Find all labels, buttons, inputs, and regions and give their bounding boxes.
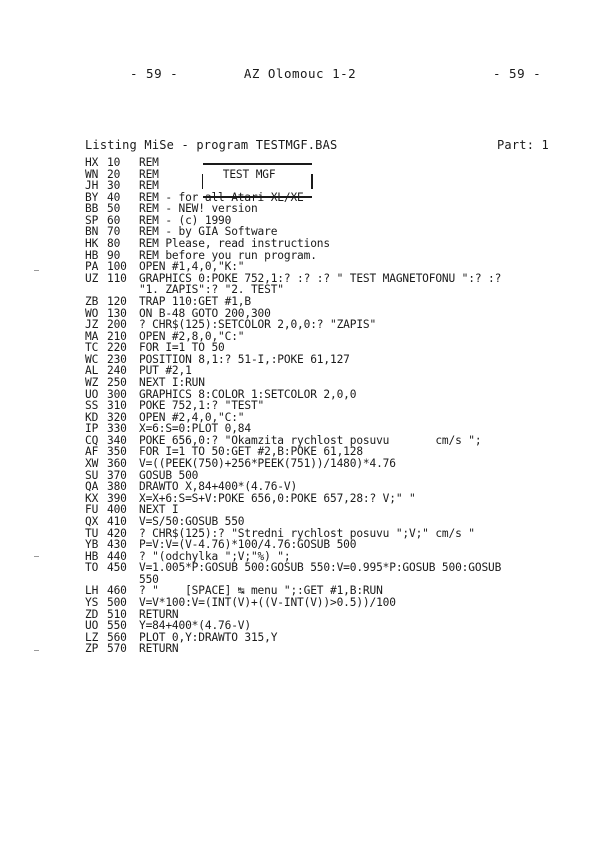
line-number: 430 <box>107 538 127 552</box>
checksum: KD <box>85 410 99 424</box>
box-title: TEST MGF <box>222 167 276 181</box>
code-text: ? CHR$(125):? "Stredni rychlost posuvu ";V;" cm/s " <box>139 526 475 540</box>
code-line <box>85 458 565 470</box>
checksum: XW <box>85 457 99 471</box>
checksum: JZ <box>85 318 99 332</box>
checksum: LZ <box>85 630 99 644</box>
code-line <box>85 516 565 528</box>
checksum: PA <box>85 260 99 274</box>
code-text: ? "(odchylka ";V;"%) "; <box>139 549 291 563</box>
code-text: GRAPHICS 0:POKE 752,1:? :? :? " TEST MAGNETOFONU ":? :? <box>139 271 502 285</box>
checksum: ZP <box>85 642 99 656</box>
code-text: OPEN #2,8,0,"C:" <box>139 329 245 343</box>
code-text: NEXT I:RUN <box>139 375 205 389</box>
line-number: 460 <box>107 584 127 598</box>
line-number: 560 <box>107 630 127 644</box>
code-text: REM - NEW! version <box>139 202 258 216</box>
line-number: 130 <box>107 306 127 320</box>
checksum: TU <box>85 526 99 540</box>
code-text: POSITION 8,1:? 51-I,:POKE 61,127 <box>139 352 350 366</box>
checksum: HB <box>85 549 99 563</box>
line-number: 100 <box>107 260 127 274</box>
line-number: 300 <box>107 387 127 401</box>
line-number: 60 <box>107 213 121 227</box>
checksum: WO <box>85 306 99 320</box>
code-text: OPEN #1,4,0,"K:" <box>139 260 245 274</box>
checksum: TC <box>85 341 99 355</box>
line-number: 360 <box>107 457 127 471</box>
checksum: UO <box>85 387 99 401</box>
line-number: 80 <box>107 237 121 251</box>
checksum: YB <box>85 538 99 552</box>
code-line <box>85 643 565 655</box>
checksum: SS <box>85 399 99 413</box>
line-number: 400 <box>107 503 127 517</box>
code-text: NEXT I <box>139 503 179 517</box>
code-text: ? " [SPACE] ↹ menu ";:GET #1,B:RUN <box>139 584 383 598</box>
checksum: KX <box>85 491 99 505</box>
checksum: SU <box>85 468 99 482</box>
code-text: PUT #2,1 <box>139 364 192 378</box>
code-text: REM Please, read instructions <box>139 237 330 251</box>
page-number-left: - 59 - <box>130 66 179 81</box>
code-text: V=S/50:GOSUB 550 <box>139 514 245 528</box>
code-text: PLOT 0,Y:DRAWTO 315,Y <box>139 630 278 644</box>
line-number: 330 <box>107 422 127 436</box>
line-number: 500 <box>107 595 127 609</box>
box-side <box>311 174 313 189</box>
line-number: 90 <box>107 248 121 262</box>
code-text: REM <box>139 179 159 193</box>
code-text: "1. ZAPIS":? "2. TEST" <box>139 283 284 297</box>
checksum: QA <box>85 480 99 494</box>
code-text: POKE 656,0:? "Okamzita rychlost posuvu cm/s "; <box>139 433 482 447</box>
checksum: HB <box>85 248 99 262</box>
checksum: IP <box>85 422 99 436</box>
checksum: UZ <box>85 271 99 285</box>
line-number: 10 <box>107 156 121 169</box>
code-text: TRAP 110:GET #1,B <box>139 294 251 308</box>
code-text: RETURN <box>139 642 179 656</box>
line-number: 120 <box>107 294 127 308</box>
line-number: 510 <box>107 607 127 621</box>
checksum: QX <box>85 514 99 528</box>
checksum: BN <box>85 225 99 239</box>
code-text: ON B-48 GOTO 200,300 <box>139 306 271 320</box>
code-text: REM <box>139 156 159 169</box>
part-label: Part: 1 <box>497 138 549 152</box>
code-line <box>85 296 565 308</box>
code-line <box>85 400 565 412</box>
checksum: WC <box>85 352 99 366</box>
code-text: POKE 752,1:? "TEST" <box>139 399 265 413</box>
line-number: 30 <box>107 179 121 193</box>
line-number: 230 <box>107 352 127 366</box>
margin-mark <box>34 556 39 557</box>
line-number: 110 <box>107 271 127 285</box>
line-number: 420 <box>107 526 127 540</box>
code-text: ? CHR$(125):SETCOLOR 2,0,0:? "ZAPIS" <box>139 318 377 332</box>
code-text: FOR I=1 TO 50 <box>139 341 225 355</box>
code-line <box>85 620 565 632</box>
margin-mark <box>34 270 39 271</box>
line-number: 440 <box>107 549 127 563</box>
listing-title: Listing MiSe - program TESTMGF.BAS <box>85 138 338 152</box>
code-line <box>85 539 565 551</box>
line-number: 350 <box>107 445 127 459</box>
checksum: FU <box>85 503 99 517</box>
code-line <box>85 377 565 389</box>
line-number: 310 <box>107 399 127 413</box>
code-line <box>85 180 565 192</box>
header-title: AZ Olomouc 1-2 <box>243 66 357 81</box>
code-line <box>85 238 565 250</box>
line-number: 220 <box>107 341 127 355</box>
line-number: 410 <box>107 514 127 528</box>
code-text: GRAPHICS 8:COLOR 1:SETCOLOR 2,0,0 <box>139 387 357 401</box>
code-text: V=((PEEK(750)+256*PEEK(751))/1480)*4.76 <box>139 457 396 471</box>
page-number-right: - 59 - <box>493 66 542 81</box>
code-text: Y=84+400*(4.76-V) <box>139 619 251 633</box>
code-text: REM before you run program. <box>139 248 317 262</box>
checksum: HX <box>85 156 99 169</box>
checksum: ZB <box>85 294 99 308</box>
line-number: 390 <box>107 491 127 505</box>
code-line <box>85 157 565 169</box>
checksum: AL <box>85 364 99 378</box>
checksum: CQ <box>85 433 99 447</box>
checksum: MA <box>85 329 99 343</box>
code-line <box>85 597 565 609</box>
line-number: 380 <box>107 480 127 494</box>
line-number: 340 <box>107 433 127 447</box>
checksum: TO <box>85 561 99 575</box>
checksum: BY <box>85 190 99 204</box>
code-text: X=X+6:S=S+V:POKE 656,0:POKE 657,28:? V;" " <box>139 491 416 505</box>
code-text: RETURN <box>139 607 179 621</box>
checksum: LH <box>85 584 99 598</box>
line-number: 320 <box>107 410 127 424</box>
line-number: 20 <box>107 167 121 181</box>
checksum: JH <box>85 179 99 193</box>
line-number: 550 <box>107 619 127 633</box>
code-text: FOR I=1 TO 50:GET #2,B:POKE 61,128 <box>139 445 363 459</box>
program-listing <box>85 157 565 655</box>
checksum: HK <box>85 237 99 251</box>
checksum: SP <box>85 213 99 227</box>
line-number: 70 <box>107 225 121 239</box>
line-number: 570 <box>107 642 127 656</box>
line-number: 240 <box>107 364 127 378</box>
code-text: 550 <box>139 572 159 586</box>
checksum: WN <box>85 167 99 181</box>
code-text: X=6:S=0:PLOT 0,84 <box>139 422 251 436</box>
code-text: REM - by GIA Software <box>139 225 278 239</box>
checksum: BB <box>85 202 99 216</box>
code-line <box>85 319 565 331</box>
checksum: YS <box>85 595 99 609</box>
code-text: P=V:V=(V-4.76)*100/4.76:GOSUB 500 <box>139 538 357 552</box>
margin-mark <box>34 650 39 651</box>
checksum: WZ <box>85 375 99 389</box>
line-number: 250 <box>107 375 127 389</box>
code-text: DRAWTO X,84+400*(4.76-V) <box>139 480 298 494</box>
line-number: 200 <box>107 318 127 332</box>
checksum: ZD <box>85 607 99 621</box>
line-number: 450 <box>107 561 127 575</box>
checksum: UO <box>85 619 99 633</box>
line-number: 370 <box>107 468 127 482</box>
line-number: 50 <box>107 202 121 216</box>
code-text: OPEN #2,4,0,"C:" <box>139 410 245 424</box>
checksum: AF <box>85 445 99 459</box>
box-side <box>202 174 204 189</box>
code-text: V=V*100:V=(INT(V)+((V-INT(V))>0.5))/100 <box>139 595 396 609</box>
code-text: REM - for all Atari XL/XE <box>139 190 304 204</box>
code-text: V=1.005*P:GOSUB 500:GOSUB 550:V=0.995*P:GOSUB 500:GOSUB <box>139 561 502 575</box>
code-text: REM - (c) 1990 <box>139 213 232 227</box>
line-number: 210 <box>107 329 127 343</box>
code-text: GOSUB 500 <box>139 468 199 482</box>
code-text: REM <box>139 167 159 181</box>
line-number: 40 <box>107 190 121 204</box>
